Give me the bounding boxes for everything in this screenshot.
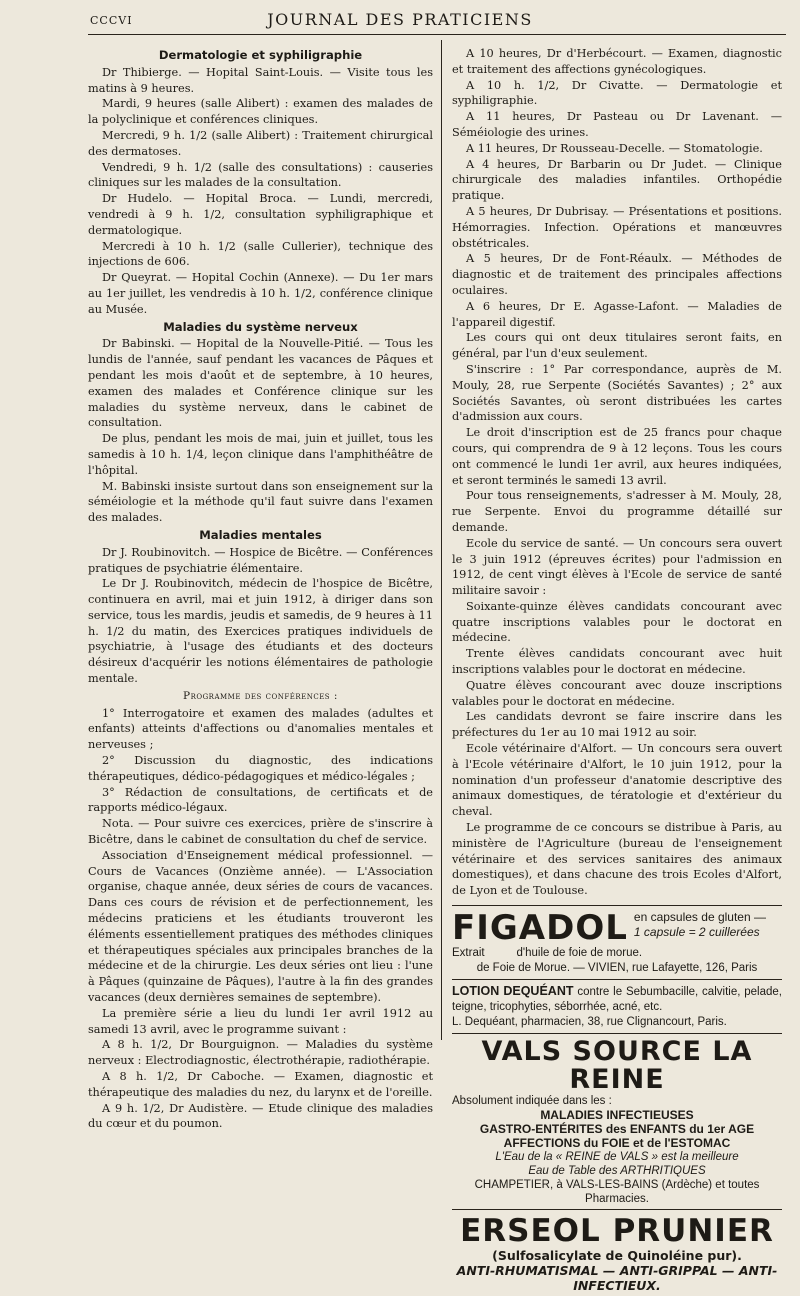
vals-line: AFFECTIONS du FOIE et de l'ESTOMAC: [503, 1136, 731, 1151]
section-title-dermatologie: Dermatologie et syphiligraphie: [158, 48, 363, 62]
page-number: CCCVI: [90, 14, 133, 27]
paragraph: Pour tous renseignements, s'adresser à M. Mouly, 28, rue Serpente. Envoi du programme détaillé sur demande.: [452, 489, 782, 534]
paragraph: Les cours qui ont deux titulaires seront faits, en général, par l'un d'eux seulement.: [452, 331, 782, 361]
programme-title: Programme des conférences :: [183, 689, 338, 702]
vals-line: GASTRO-ENTÉRITES des ENFANTS du 1er AGE: [479, 1122, 755, 1137]
lotion-brand: LOTION DEQUÉANT: [452, 984, 574, 999]
lotion-text: contre le Sebumbacille, calvitie, pelade, teigne, tricophyties, séborrhée, acné, etc.: [452, 986, 782, 1014]
paragraph: Mardi, 9 heures (salle Alibert) : examen des malades de la polyclinique et conférences cliniques.: [88, 97, 433, 127]
ad-lotion-dequeant: [452, 979, 782, 1033]
erseol-line: ANTI-RHUMATISMAL — ANTI-GRIPPAL — ANTI-INFECTIEUX.: [456, 1263, 778, 1294]
vals-line: MALADIES INFECTIEUSES: [540, 1108, 694, 1123]
paragraph: Ecole vétérinaire d'Alfort. — Un concours sera ouvert à l'Ecole vétérinaire d'Alfort, le 10 juin 1912, pour la nomination d'un professeur d'anatomie descriptive des animaux domestiques, de tératologie et d'extérieur du cheval.: [452, 742, 782, 819]
erseol-brand: ERSEOL PRUNIER: [460, 1213, 774, 1250]
vals-line: L'Eau de la « REINE de VALS » est la meilleure: [495, 1151, 739, 1164]
figadol-line: Extrait d'huile de foie de morue.: [452, 947, 643, 960]
paragraph: Ecole du service de santé. — Un concours sera ouvert le 3 juin 1912 (épreuves écrites) pour l'admission en 1912, de cent vingt élèves à l'Ecole de service de santé militaire savoir :: [452, 536, 782, 598]
paragraph: A 10 h. 1/2, Dr Civatte. — Dermatologie et syphiligraphie.: [452, 78, 782, 108]
paragraph: A 8 h. 1/2, Dr Caboche. — Examen, diagnostic et thérapeutique des maladies du nez, du larynx et de l'oreille.: [88, 1070, 433, 1099]
section-title-systeme-nerveux: Maladies du système nerveux: [163, 319, 358, 334]
journal-title: JOURNAL DES PRATICIENS: [267, 10, 533, 29]
advertisements: [452, 905, 782, 1296]
paragraph: A 9 h. 1/2, Dr Audistère. — Etude clinique des maladies du cœur et du poumon.: [88, 1101, 433, 1131]
paragraph: A 5 heures, Dr Dubrisay. — Présentations et positions. Hémorragies. Infection. Opérations et manœuvres obstétricales.: [452, 204, 782, 250]
paragraph: De plus, pendant les mois de mai, juin et juillet, tous les samedis à 10 h. 1/4, leçon clinique dans l'amphithéâtre de l'hôpital.: [88, 432, 433, 477]
erseol-line: (Sulfosalicylate de Quinoléine pur).: [492, 1248, 742, 1264]
paragraph: A 4 heures, Dr Barbarin ou Dr Judet. — Clinique chirurgicale des maladies infantiles. Orthopédie pratique.: [452, 157, 782, 203]
header-rule: [88, 34, 786, 35]
paragraph: Le Dr J. Roubinovitch, médecin de l'hospice de Bicêtre, continuera en avril, mai et juin 1912, à diriger dans son service, tous les mardis, jeudis et samedis, de 9 heures à 11 h. 1/2 du matin, des Exercices pratiques individuels de psychiatrie, à l'usage des étudiants et des docteurs désireux d'acquérir les notions élémentaires de pathologie mentale.: [88, 577, 433, 686]
paragraph: Dr Queyrat. — Hopital Cochin (Annexe). — Du 1er mars au 1er juillet, les vendredis à 10 h. 1/2, conférence clinique au Musée.: [88, 271, 433, 316]
figadol-line: en capsules de gluten —: [633, 910, 766, 925]
lotion-address: L. Dequéant, pharmacien, 38, rue Clignancourt, Paris.: [452, 1016, 727, 1029]
figadol-line: 1 capsule = 2 cuillerées: [633, 925, 760, 940]
ad-erseol-prunier: [452, 1209, 782, 1296]
figadol-brand: FIGADOL: [452, 908, 628, 949]
paragraph: Dr Babinski. — Hopital de la Nouvelle-Pitié. — Tous les lundis de l'année, sauf pendant les vacances de Pâques et pendant les mois d'août et de septembre, à 10 heures, examen des malades et Conférence clinique sur les maladies du système nerveux, dans le cabinet de consultation.: [88, 337, 433, 430]
paragraph: Mercredi, 9 h. 1/2 (salle Alibert) : Traitement chirurgical des dermatoses.: [88, 128, 433, 158]
paragraph: Vendredi, 9 h. 1/2 (salle des consultations) : causeries cliniques sur les malades de la consultation.: [88, 160, 433, 190]
left-column: [88, 46, 433, 1132]
vals-brand: VALS SOURCE LA REINE: [481, 1036, 753, 1096]
paragraph: Trente élèves candidats concourant avec huit inscriptions valables pour le doctorat en médecine.: [452, 647, 782, 677]
paragraph: 1° Interrogatoire et examen des malades (adultes et enfants) atteints d'affections ou d'anomalies mentales et nerveuses ;: [88, 706, 433, 752]
paragraph: 2° Discussion du diagnostic, des indications thérapeutiques, dédico-pédagogiques et médico-légales ;: [88, 754, 433, 783]
paragraph: A 11 heures, Dr Pasteau ou Dr Lavenant. — Séméiologie des urines.: [452, 110, 782, 139]
paragraph: A 10 heures, Dr d'Herbécourt. — Examen, diagnostic et traitement des affections gynécologiques.: [452, 47, 782, 76]
paragraph: A 5 heures, Dr de Font-Réaulx. — Méthodes de diagnostic et de traitement des principales affections oculaires.: [452, 252, 782, 297]
ad-vals-source-la-reine: [452, 1033, 782, 1209]
ad-figadol: [452, 905, 782, 979]
paragraph: A 6 heures, Dr E. Agasse-Lafont. — Maladies de l'appareil digestif.: [452, 299, 782, 329]
paragraph: Dr Hudelo. — Hopital Broca. — Lundi, mercredi, vendredi à 9 h. 1/2, consultation syphiligraphique et dermatologique.: [88, 192, 433, 237]
figadol-line: de Foie de Morue. — VIVIEN, rue Lafayette, 126, Paris: [476, 962, 758, 975]
paragraph: Dr Thibierge. — Hopital Saint-Louis. — Visite tous les matins à 9 heures.: [88, 65, 433, 95]
paragraph: Quatre élèves concourant avec douze inscriptions valables pour le doctorat en médecine.: [452, 678, 782, 708]
vals-line: CHAMPETIER, à VALS-LES-BAINS (Ardèche) et toutes Pharmacies.: [474, 1179, 760, 1206]
paragraph: Association d'Enseignement médical professionnel. — Cours de Vacances (Onzième année). — L'Association organise, chaque année, deux séries de cours de vacances. Dans ces cours de révision et de perfectionnement, les médecins praticiens et les étudiants trouveront les éléments essentiellement pratiques des méthodes cliniques et thérapeutiques spéciales aux principales branches de la médecine et de la chirurgie. Les deux séries ont lieu : l'une à Pâques (quinzaine de Pâques), l'autre à la fin des grandes vacances (deux dernières semaines de septembre).: [88, 848, 433, 1005]
right-column: [452, 46, 782, 1296]
paragraph: Mercredi à 10 h. 1/2 (salle Cullerier), technique des injections de 606.: [88, 239, 433, 269]
paragraph: Dr J. Roubinovitch. — Hospice de Bicêtre. — Conférences pratiques de psychiatrie élémentaire.: [88, 545, 433, 575]
paragraph: La première série a lieu du lundi 1er avril 1912 au samedi 13 avril, avec le programme suivant :: [88, 1006, 433, 1036]
page-header: [0, 0, 800, 40]
paragraph: Le programme de ce concours se distribue à Paris, au ministère de l'Agriculture (bureau de l'enseignement vétérinaire et des services sanitaires des animaux domestiques), et dans chacune des trois Ecoles d'Alfort, de Lyon et de Toulouse.: [452, 821, 782, 898]
vals-line: Eau de Table des ARTHRITIQUES: [528, 1165, 706, 1178]
paragraph: A 8 h. 1/2, Dr Bourguignon. — Maladies du système nerveux : Electrodiagnostic, électrothérapie, radiothérapie.: [88, 1038, 433, 1068]
vals-line: Absolument indiquée dans les :: [452, 1095, 612, 1108]
column-divider: [441, 40, 442, 1040]
paragraph: M. Babinski insiste surtout dans son enseignement sur la séméiologie et la méthode qu'il faut suivre dans l'examen des malades.: [88, 479, 433, 525]
section-title-maladies-mentales: Maladies mentales: [199, 527, 322, 542]
paragraph: Soixante-quinze élèves candidats concourant avec quatre inscriptions valables pour le doctorat en médecine.: [452, 599, 782, 645]
paragraph: S'inscrire : 1° Par correspondance, auprès de M. Mouly, 28, rue Serpente (Sociétés Savantes) ; 2° aux Sociétés Savantes, où seront distribuées les cartes d'admission aux cours.: [452, 362, 782, 424]
paragraph: 3° Rédaction de consultations, de certificats et de rapports médico-légaux.: [88, 785, 433, 815]
paragraph: Les candidats devront se faire inscrire dans les préfectures du 1er au 10 mai 1912 au soir.: [452, 710, 782, 740]
paragraph: Le droit d'inscription est de 25 francs pour chaque cours, qui comprendra de 9 à 12 leçons. Tous les cours ont commencé le lundi 1er avril, aux heures indiquées, et seront terminés le samedi 13 avril.: [452, 426, 782, 487]
paragraph: A 11 heures, Dr Rousseau-Decelle. — Stomatologie.: [466, 141, 763, 155]
paragraph: Nota. — Pour suivre ces exercices, prière de s'inscrire à Bicêtre, dans le cabinet de consultation du chef de service.: [88, 817, 433, 847]
